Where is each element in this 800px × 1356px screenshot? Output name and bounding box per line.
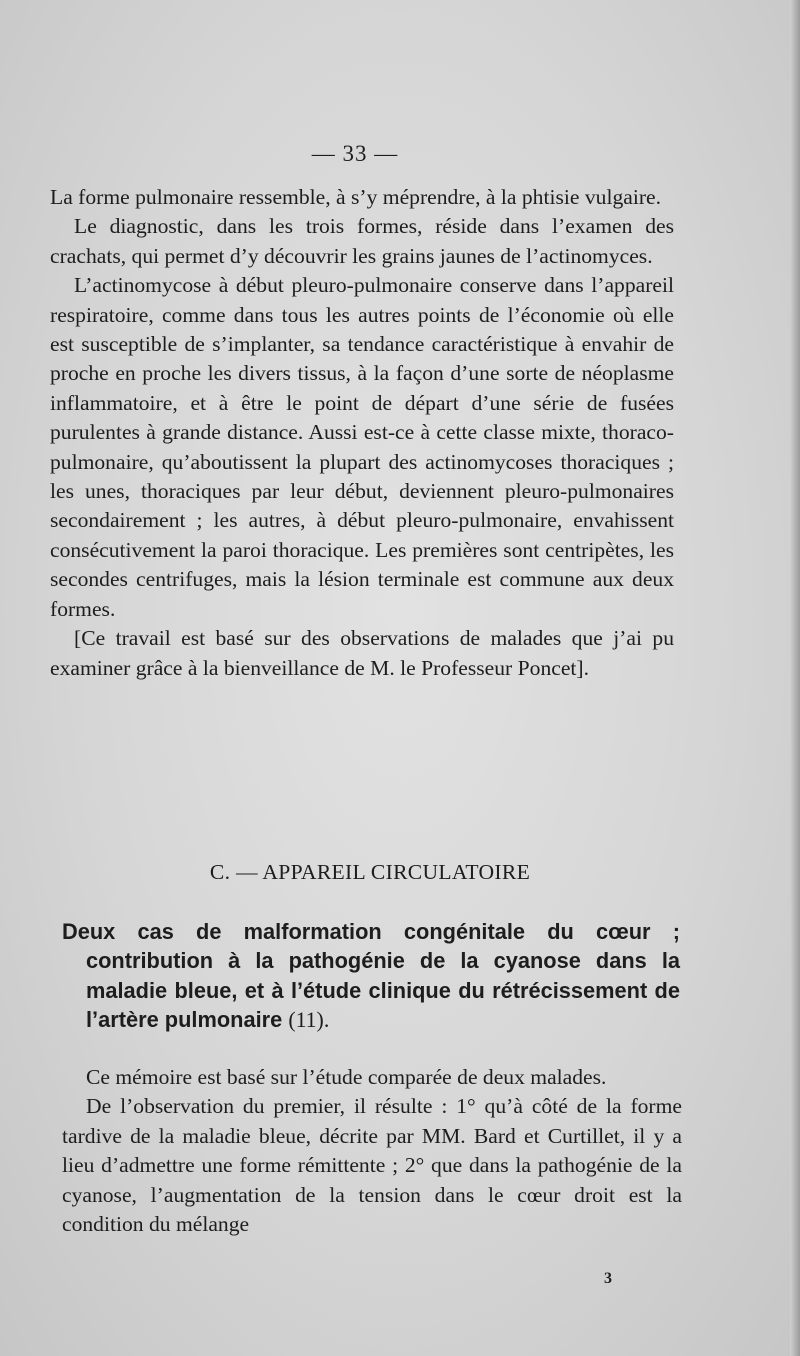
paragraph: La forme pulmonaire ressemble, à s’y méprendre, à la phtisie vulgaire. [50, 185, 661, 209]
page-edge-shadow [790, 0, 800, 1356]
body-text-section-1 [50, 183, 674, 683]
signature-mark: 3 [604, 1270, 612, 1287]
paragraph: L’actinomycose à début pleuro-pulmonaire conserve dans l’appareil respiratoire, comme dans tous les autres points de l’économie où elle est susceptible de s’implanter, sa tendance caractéristique à envahir de proche en proche les divers tissus, à la façon d’une sorte de néoplasme inflammatoire, et à être le point de départ d’une série de fusées purulentes à grande distance. Aussi est-ce à cette classe mixte, thoraco-pulmonaire, qu’aboutissent la plupart des actinomycoses thoraciques ; les unes, thoraciques par leur début, deviennent pleuro-pulmonaires secondairement ; les autres, à début pleuro-pulmonaire, envahissent consécutivement la paroi thoracique. Les premières sont centripètes, les secondes centrifuges, mais la lésion terminale est commune aux deux formes. [50, 273, 674, 621]
section-heading: C. — APPAREIL CIRCULATOIRE [209, 860, 531, 884]
article-title-text: Deux cas de malformation congénitale du cœur ; contribution à la pathogénie de la cyanose dans la maladie bleue, et à l’étude clinique du rétrécissement de l’artère pulmonaire [62, 919, 680, 1033]
page-number: — 33 — [311, 141, 399, 166]
paragraph: Le diagnostic, dans les trois formes, réside dans l’examen des crachats, qui permet d’y découvrir les grains jaunes de l’actinomyces. [50, 214, 674, 268]
paragraph: [Ce travail est basé sur des observations de malades que j’ai pu examiner grâce à la bienveillance de M. le Professeur Poncet]. [50, 626, 674, 680]
article-title [62, 917, 680, 1036]
body-text-section-2 [62, 1063, 682, 1239]
article-reference: (11). [288, 1008, 330, 1033]
paragraph: Ce mémoire est basé sur l’étude comparée de deux malades. [86, 1065, 607, 1089]
paragraph: De l’observation du premier, il résulte : 1° qu’à côté de la forme tardive de la maladie bleue, décrite par MM. Bard et Curtillet, il y a lieu d’admettre une forme rémittente ; 2° que dans la pathogénie de la cyanose, l’augmentation de la tension dans le cœur droit est la condition du mélange [62, 1094, 682, 1237]
